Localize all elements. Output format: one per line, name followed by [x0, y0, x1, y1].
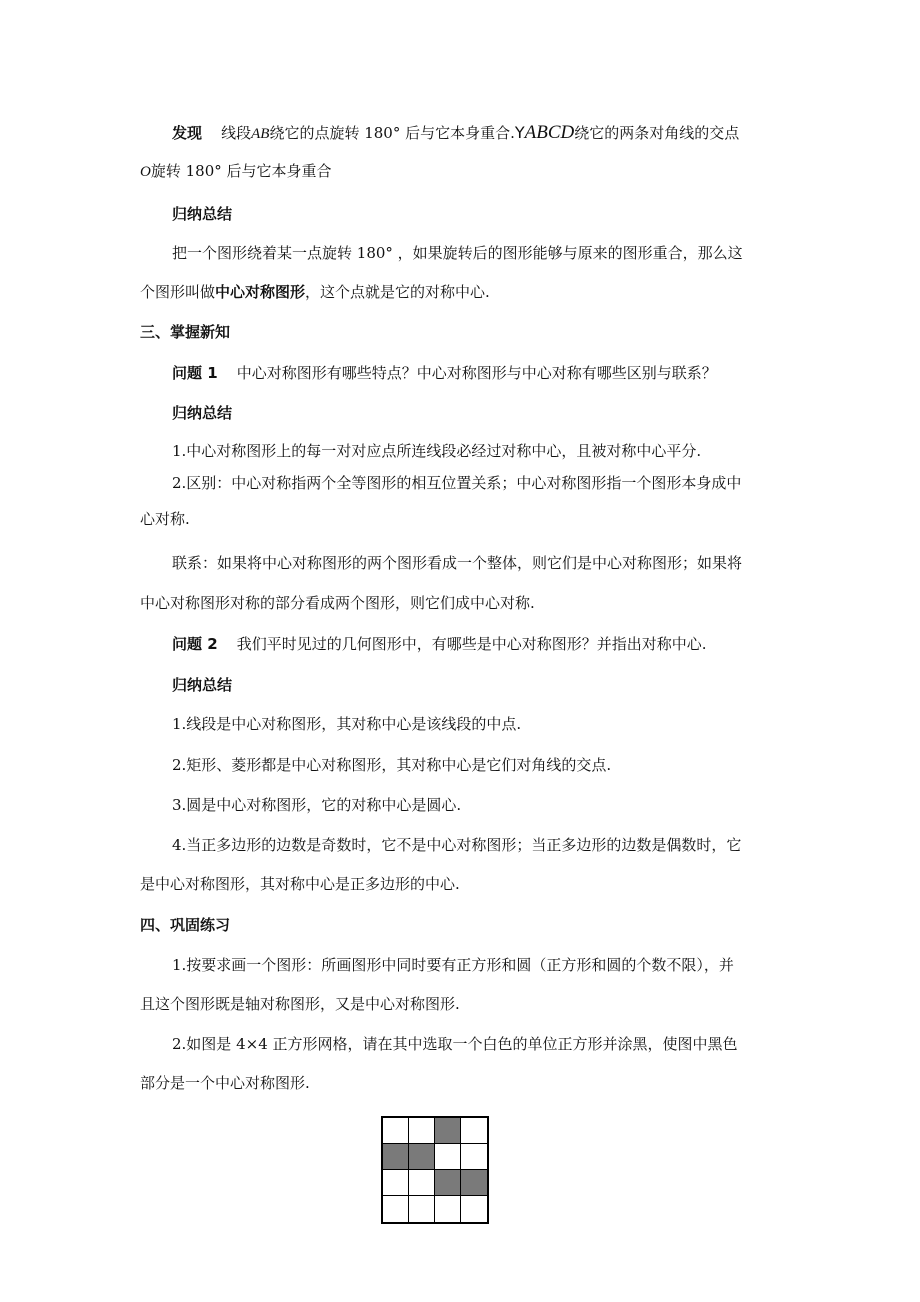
grid-cell-dark — [409, 1144, 435, 1170]
question-1-label: 问题 1 — [172, 364, 218, 382]
difference-line-1: 2.区别：中心对称指两个全等图形的相互位置关系；中心对称图形指一个图形本身成中 — [172, 474, 742, 492]
discover-text-3: 绕它的两条对角线的交点 — [574, 124, 740, 142]
discover-line-2 — [140, 160, 332, 183]
parallelogram-symbol: Y — [514, 123, 525, 142]
summary-heading-3: 归纳总结 — [172, 676, 233, 694]
question-2 — [172, 633, 707, 655]
summary1-line-1: 把一个图形绕着某一点旋转 180° ，如果旋转后的图形能够与原来的图形重合，那么这 — [172, 244, 743, 262]
parallelogram-abcd: ABCD — [524, 122, 575, 143]
summary-heading-1: 归纳总结 — [172, 205, 233, 223]
grid-cell-white — [409, 1170, 435, 1196]
square-grid-figure — [381, 1116, 489, 1224]
discover-text-1: 线段 — [221, 124, 252, 142]
section-3-title: 三、掌握新知 — [140, 323, 231, 341]
grid-cell-white — [435, 1144, 461, 1170]
summary1-line-2 — [140, 281, 490, 303]
point-o: O — [140, 164, 151, 180]
exercise-2-line-2: 部分是一个中心对称图形. — [140, 1074, 310, 1092]
answer-3: 3.圆是中心对称图形，它的对称中心是圆心. — [172, 796, 462, 814]
answer-4-line-1: 4.当正多边形的边数是奇数时，它不是中心对称图形；当正多边形的边数是偶数时，它 — [172, 836, 742, 854]
question-1-text: 中心对称图形有哪些特点？中心对称图形与中心对称有哪些区别与联系？ — [236, 364, 717, 382]
connection-line-1: 联系：如果将中心对称图形的两个图形看成一个整体，则它们是中心对称图形；如果将 — [172, 554, 743, 572]
summary-heading-2: 归纳总结 — [172, 404, 233, 422]
term-central-symmetric-figure: 中心对称图形 — [215, 283, 306, 301]
answer-4-line-2: 是中心对称图形，其对称中心是正多边形的中心. — [140, 875, 460, 893]
difference-line-2: 心对称. — [140, 510, 190, 528]
grid-cell-white — [409, 1118, 435, 1144]
grid-cell-white — [461, 1118, 487, 1144]
feature-1: 1.中心对称图形上的每一对对应点所连线段必经过对称中心，且被对称中心平分. — [172, 442, 702, 460]
grid-cell-dark — [435, 1170, 461, 1196]
exercise-2-line-1: 2.如图是 4×4 正方形网格，请在其中选取一个白色的单位正方形并涂黑，使图中黑色 — [172, 1035, 738, 1053]
grid-cell-white — [461, 1144, 487, 1170]
grid-cell-white — [383, 1118, 409, 1144]
exercise-1-line-1: 1.按要求画一个图形：所画图形中同时要有正方形和圆（正方形和圆的个数不限），并 — [172, 956, 734, 974]
segment-ab: AB — [251, 126, 270, 142]
discover-text-2: 绕它的点旋转 180° 后与它本身重合. — [269, 124, 515, 142]
question-1 — [172, 362, 717, 384]
grid-cell-dark — [461, 1170, 487, 1196]
summary1-text-a: 个图形叫做 — [140, 283, 216, 301]
grid-cell-white — [383, 1170, 409, 1196]
answer-1: 1.线段是中心对称图形，其对称中心是该线段的中点. — [172, 715, 522, 733]
discover-text-4: 旋转 180° 后与它本身重合 — [150, 162, 332, 180]
grid-cell-dark — [383, 1144, 409, 1170]
grid-cell-white — [461, 1196, 487, 1222]
grid-cell-white — [383, 1196, 409, 1222]
question-2-label: 问题 2 — [172, 635, 218, 653]
summary1-text-c: ，这个点就是它的对称中心. — [305, 283, 490, 301]
question-2-text: 我们平时见过的几何图形中，有哪些是中心对称图形？并指出对称中心. — [236, 635, 707, 653]
discover-label: 发现 — [172, 124, 203, 142]
grid-cell-white — [435, 1196, 461, 1222]
grid-cell-white — [409, 1196, 435, 1222]
section-4-title: 四、巩固练习 — [140, 916, 231, 934]
grid-cell-dark — [435, 1118, 461, 1144]
discover-line-1 — [172, 122, 739, 145]
connection-line-2: 中心对称图形对称的部分看成两个图形，则它们成中心对称. — [140, 594, 535, 612]
exercise-1-line-2: 且这个图形既是轴对称图形，又是中心对称图形. — [140, 995, 460, 1013]
answer-2: 2.矩形、菱形都是中心对称图形，其对称中心是它们对角线的交点. — [172, 756, 612, 774]
